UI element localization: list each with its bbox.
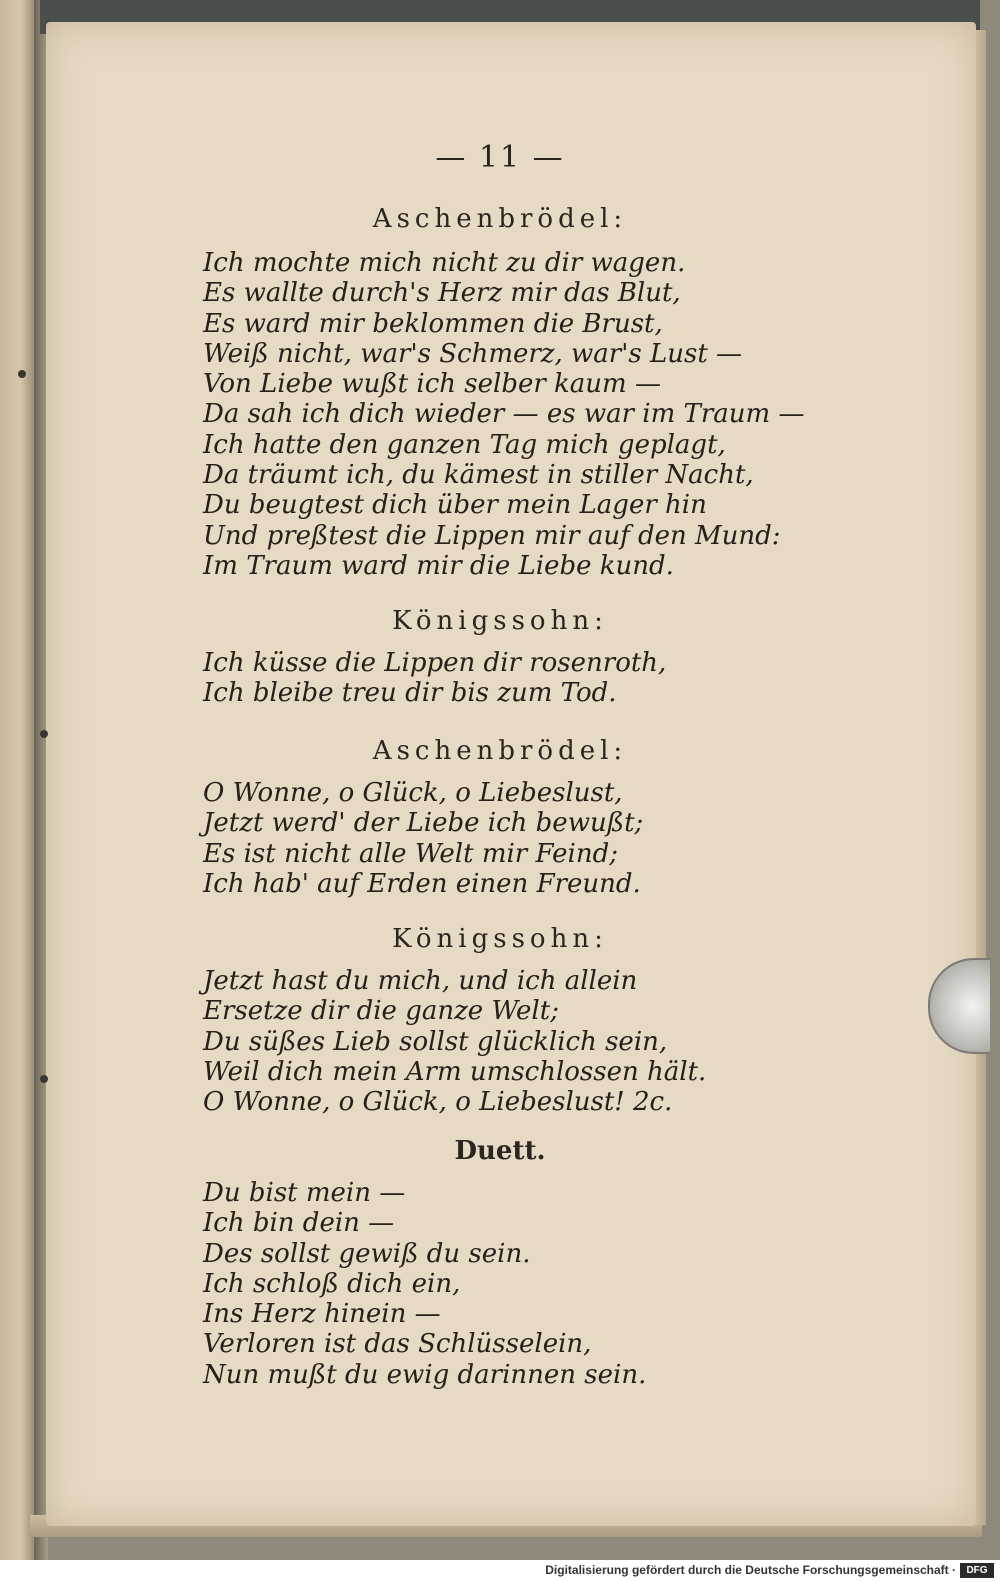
binding-hole [40, 1075, 48, 1083]
verse-line: Von Liebe wußt ich selber kaum — [203, 369, 661, 400]
verse-line: Weil dich mein Arm umschlossen hält. [203, 1056, 707, 1087]
verse-line: Des sollst gewiß du sein. [203, 1238, 531, 1269]
verse-line: Ich bin dein — [203, 1208, 395, 1239]
verse-line: Du beugtest dich über mein Lager hin [203, 490, 707, 521]
verse-line: Da träumt ich, du kämest in stiller Nacht, [203, 460, 754, 491]
verse-line: Jetzt hast du mich, und ich allein [203, 966, 638, 996]
verse-line: Im Traum ward mir die Liebe kund. [203, 550, 674, 581]
page-number: — 11 — [435, 140, 565, 175]
verse-line: O Wonne, o Glück, o Liebeslust, [203, 778, 623, 808]
stanza [203, 966, 843, 1117]
verse-line: Jetzt werd' der Liebe ich bewußt; [203, 808, 644, 839]
verse-line: Und preßtest die Lippen mir auf den Mund: [203, 520, 781, 551]
verse-line: Du süßes Lieb sollst glücklich sein, [203, 1026, 668, 1057]
speaker-heading: Aschenbrödel: [372, 736, 628, 766]
stanza [203, 778, 843, 899]
stanza [203, 1178, 843, 1390]
verse-line: Ich küsse die Lippen dir rosenroth, [203, 648, 667, 678]
dfg-logo: DFG [960, 1563, 994, 1578]
stanza [203, 248, 843, 581]
speaker-heading: Aschenbrödel: [372, 204, 628, 234]
verse-line: Da sah ich dich wieder — es war im Traum — [203, 399, 805, 430]
left-page-edge [0, 0, 34, 1560]
verse-line: Es wallte durch's Herz mir das Blut, [203, 278, 681, 309]
footer-bar [0, 1560, 1000, 1582]
verse-line: Es ist nicht alle Welt mir Feind; [203, 838, 618, 869]
verse-line: Nun mußt du ewig darinnen sein. [203, 1359, 647, 1390]
funding-credit: Digitalisierung gefördert durch die Deutsche Forschungsgemeinschaft · [545, 1563, 956, 1577]
verse-line: Ich hab' auf Erden einen Freund. [203, 868, 641, 899]
verse-line: O Wonne, o Glück, o Liebeslust! 2c. [203, 1087, 673, 1118]
verse-line: Verloren ist das Schlüsselein, [203, 1329, 592, 1360]
verse-line: Ich hatte den ganzen Tag mich geplagt, [203, 429, 726, 460]
verse-line: Ersetze dir die ganze Welt; [203, 996, 559, 1027]
binding-hole [18, 370, 26, 378]
verse-line: Es ward mir beklommen die Brust, [203, 308, 663, 339]
duett-heading: Duett. [454, 1136, 546, 1166]
speaker-heading: Königssohn: [392, 606, 608, 636]
speaker-heading: Königssohn: [392, 924, 608, 954]
verse-line: Ich schloß dich ein, [203, 1268, 461, 1299]
verse-line: Ich bleibe treu dir bis zum Tod. [203, 678, 617, 709]
verse-line: Du bist mein — [203, 1178, 406, 1208]
verse-line: Weiß nicht, war's Schmerz, war's Lust — [203, 338, 743, 369]
verse-line: Ins Herz hinein — [203, 1299, 441, 1330]
verse-line: Ich mochte mich nicht zu dir wagen. [203, 248, 686, 278]
stanza [203, 648, 843, 709]
